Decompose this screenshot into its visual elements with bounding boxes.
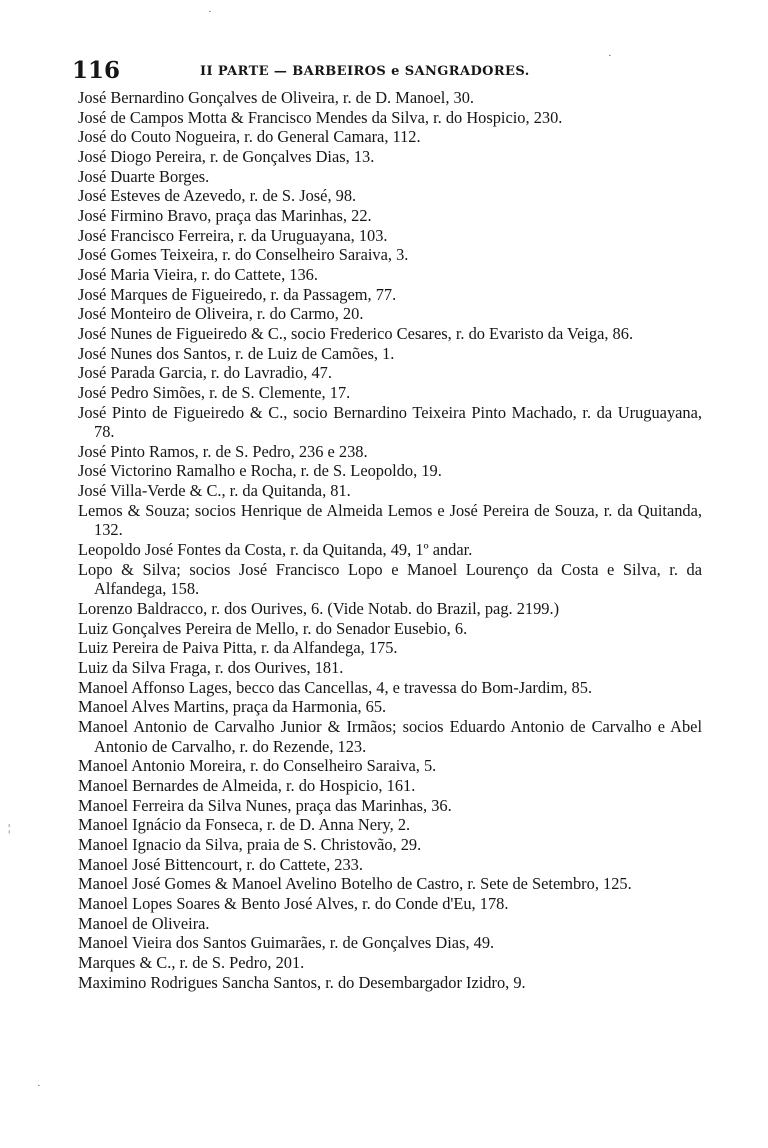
list-item: Luiz Gonçalves Pereira de Mello, r. do Senador Eusebio, 6. xyxy=(78,618,468,638)
list-item: José Duarte Borges. xyxy=(78,166,210,186)
list-item: José Bernardino Gonçalves de Oliveira, r. de D. Manoel, 30. xyxy=(78,88,474,107)
list-item: José Francisco Ferreira, r. da Uruguayana, 103. xyxy=(78,225,388,245)
list-item: Manoel Ferreira da Silva Nunes, praça das Marinhas, 36. xyxy=(78,795,452,815)
list-item: Manoel Affonso Lages, becco das Cancellas, 4, e travessa do Bom-Jardim, 85. xyxy=(78,677,593,697)
list-item: José Maria Vieira, r. do Cattete, 136. xyxy=(78,264,318,284)
list-item: José Villa-Verde & C., r. da Quitanda, 81. xyxy=(78,481,351,501)
list-item: Manoel Lopes Soares & Bento José Alves, r. do Conde d'Eu, 178. xyxy=(78,893,509,913)
list-item: Manoel Alves Martins, praça da Harmonia, 65. xyxy=(78,697,387,717)
print-speck: ¦ xyxy=(8,822,11,834)
print-speck: · xyxy=(208,6,212,18)
list-item: Lorenzo Baldracco, r. dos Ourives, 6. (Vide Notab. do Brazil, pag. 2199.) xyxy=(78,599,560,619)
list-item: José Gomes Teixeira, r. do Conselheiro Saraiva, 3. xyxy=(78,245,409,265)
list-item: José Monteiro de Oliveira, r. do Carmo, 20. xyxy=(78,304,364,324)
list-item: Manoel Ignacio da Silva, praia de S. Christovão, 29. xyxy=(78,834,422,854)
list-item: Marques & C., r. de S. Pedro, 201. xyxy=(78,952,305,972)
list-item: Manoel José Gomes & Manoel Avelino Botelho de Castro, r. Sete de Setembro, 125. xyxy=(78,874,632,894)
list-item: Manoel de Oliveira. xyxy=(78,913,210,933)
list-item: José Marques de Figueiredo, r. da Passagem, 77. xyxy=(78,284,397,304)
list-item: Manoel Vieira dos Santos Guimarães, r. de Gonçalves Dias, 49. xyxy=(78,933,495,953)
list-item: José Esteves de Azevedo, r. de S. José, 98. xyxy=(78,186,357,206)
list-item: José Pinto de Figueiredo & C., socio Bernardino Teixeira Pinto Machado, r. da Uruguayana, 78. xyxy=(78,402,702,442)
page-number: 116 xyxy=(72,57,121,84)
list-item: Lopo & Silva; socios José Francisco Lopo e Manoel Lourenço da Costa e Silva, r. da Alfandega, 158. xyxy=(78,559,702,599)
list-item: José Nunes dos Santos, r. de Luiz de Camões, 1. xyxy=(78,343,395,363)
print-speck: · xyxy=(37,1080,41,1092)
list-item: Manoel Bernardes de Almeida, r. do Hospicio, 161. xyxy=(78,775,416,795)
list-item: José de Campos Motta & Francisco Mendes da Silva, r. do Hospicio, 230. xyxy=(78,107,563,127)
list-item: Luiz Pereira de Paiva Pitta, r. da Alfandega, 175. xyxy=(78,638,398,658)
list-item: José Pedro Simões, r. de S. Clemente, 17. xyxy=(78,382,351,402)
list-item: Luiz da Silva Fraga, r. dos Ourives, 181. xyxy=(78,658,344,678)
list-item: Lemos & Souza; socios Henrique de Almeida Lemos e José Pereira de Souza, r. da Quitanda, 132. xyxy=(78,500,702,540)
list-item: Manoel Ignácio da Fonseca, r. de D. Anna Nery, 2. xyxy=(78,815,411,835)
list-item: José Nunes de Figueiredo & C., socio Frederico Cesares, r. do Evaristo da Veiga, 86. xyxy=(78,323,634,343)
list-item: José Pinto Ramos, r. de S. Pedro, 236 e 238. xyxy=(78,441,368,461)
list-item: Manoel Antonio Moreira, r. do Conselheiro Saraiva, 5. xyxy=(78,756,437,776)
print-speck: · xyxy=(608,50,612,62)
list-item: José Diogo Pereira, r. de Gonçalves Dias, 13. xyxy=(78,146,375,166)
directory-list xyxy=(78,88,702,992)
list-item: Manoel José Bittencourt, r. do Cattete, 233. xyxy=(78,854,363,874)
list-item: José Firmino Bravo, praça das Marinhas, 22. xyxy=(78,205,372,225)
list-item: Leopoldo José Fontes da Costa, r. da Quitanda, 49, 1º andar. xyxy=(78,540,473,560)
list-item: Maximino Rodrigues Sancha Santos, r. do Desembargador Izidro, 9. xyxy=(78,972,526,992)
list-item: José Victorino Ramalho e Rocha, r. de S. Leopoldo, 19. xyxy=(78,461,442,481)
running-head: II PARTE — BARBEIROS e SANGRADORES. xyxy=(200,64,530,79)
list-item: José do Couto Nogueira, r. do General Camara, 112. xyxy=(78,127,421,147)
list-item: Manoel Antonio de Carvalho Junior & Irmãos; socios Eduardo Antonio de Carvalho e Abel Antonio de Carvalho, r. do Rezende, 123. xyxy=(78,717,702,756)
list-item: José Parada Garcia, r. do Lavradio, 47. xyxy=(78,363,332,383)
